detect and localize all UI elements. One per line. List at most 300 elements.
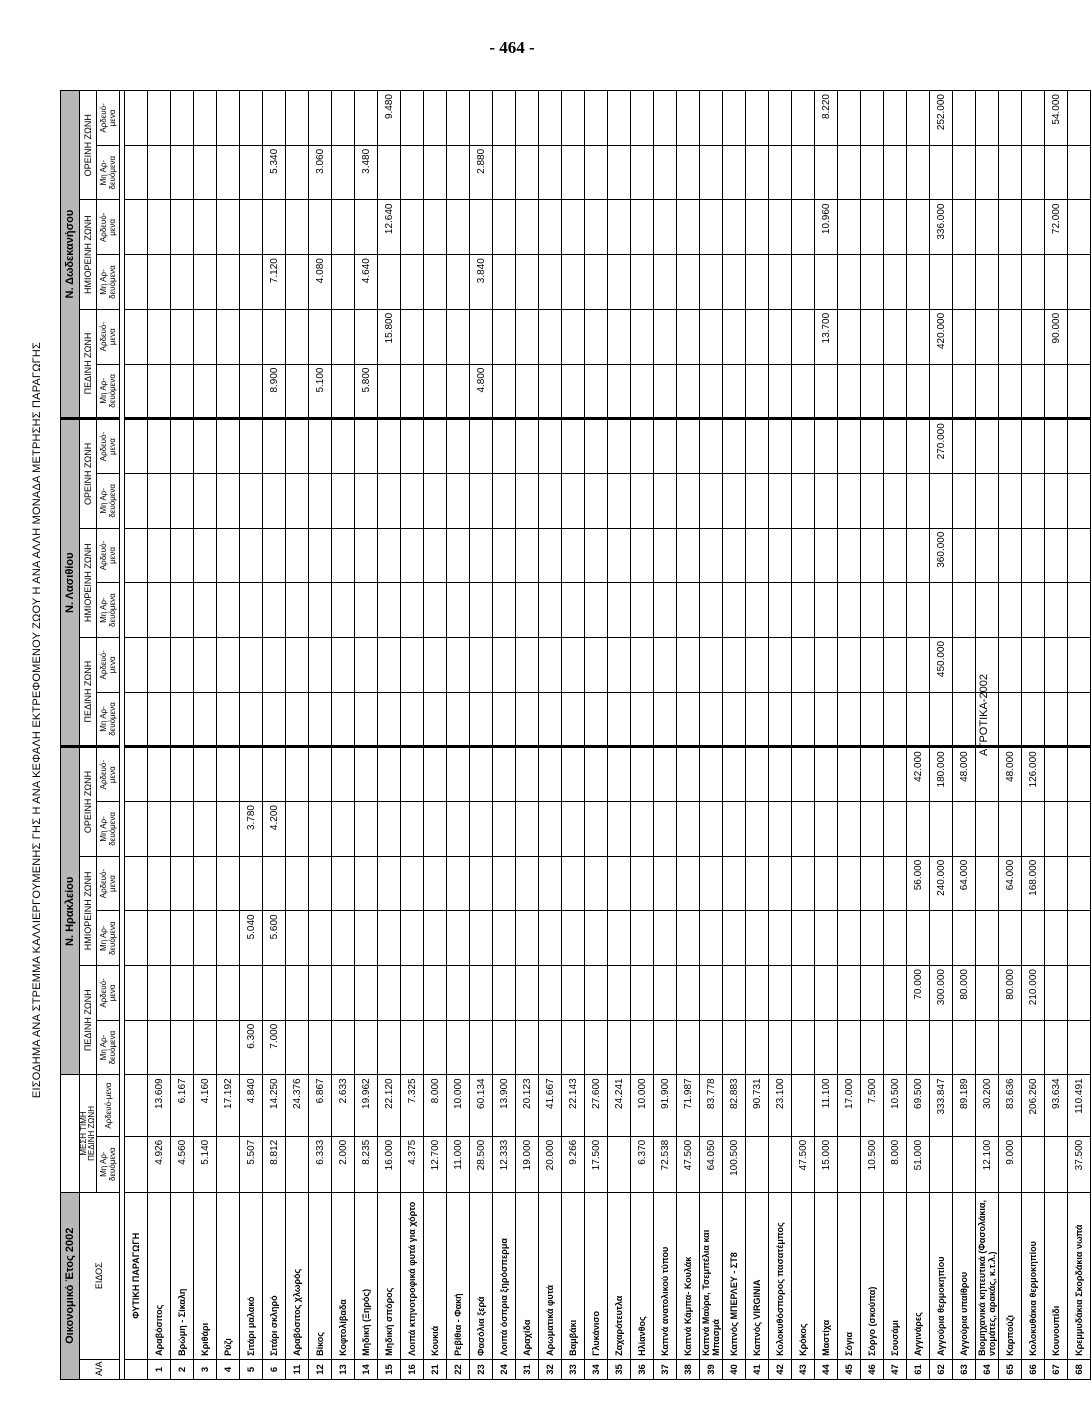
value-cell xyxy=(539,856,562,911)
value-cell xyxy=(286,856,309,911)
value-cell xyxy=(976,747,999,802)
row-aa: 24 xyxy=(493,1359,516,1379)
value-cell: 180.000 xyxy=(930,747,953,802)
value-cell xyxy=(1022,692,1045,747)
value-cell xyxy=(999,911,1022,966)
value-cell xyxy=(608,1020,631,1075)
value-cell xyxy=(332,802,355,857)
table-row xyxy=(585,91,608,1380)
value-cell xyxy=(608,966,631,1021)
value-cell xyxy=(378,145,401,200)
value-cell xyxy=(907,528,930,583)
value-cell xyxy=(769,145,792,200)
value-cell xyxy=(677,692,700,747)
value-cell: 9.266 xyxy=(562,1136,585,1192)
value-cell: 336.000 xyxy=(930,200,953,255)
value-cell xyxy=(378,255,401,310)
value-cell xyxy=(378,856,401,911)
value-cell xyxy=(608,145,631,200)
sub-non-irrigated: Μη Αρ- δευόμενα xyxy=(97,692,120,747)
value-cell xyxy=(631,255,654,310)
value-cell xyxy=(309,528,332,583)
value-cell xyxy=(746,200,769,255)
value-cell xyxy=(401,91,424,146)
value-cell xyxy=(125,419,148,474)
value-cell xyxy=(217,911,240,966)
zone-row xyxy=(80,91,97,1380)
value-cell xyxy=(309,583,332,638)
sub-non-irrigated: Μη Αρ- δευόμενα xyxy=(97,911,120,966)
row-aa: 64 xyxy=(976,1359,999,1379)
value-cell: 8.812 xyxy=(263,1136,286,1192)
value-cell xyxy=(263,528,286,583)
value-cell: 13.609 xyxy=(148,1075,171,1136)
row-aa: 41 xyxy=(746,1359,769,1379)
value-cell xyxy=(654,255,677,310)
value-cell xyxy=(493,255,516,310)
value-cell: 9.000 xyxy=(999,1136,1022,1192)
value-cell xyxy=(125,583,148,638)
value-cell xyxy=(746,583,769,638)
value-cell: 5.140 xyxy=(194,1136,217,1192)
value-cell xyxy=(1045,473,1068,528)
value-cell xyxy=(631,966,654,1021)
value-cell xyxy=(378,583,401,638)
value-cell xyxy=(585,200,608,255)
value-cell xyxy=(286,200,309,255)
value-cell: 4.800 xyxy=(470,364,493,419)
value-cell xyxy=(125,309,148,364)
value-cell xyxy=(976,145,999,200)
value-cell xyxy=(194,364,217,419)
value-cell xyxy=(539,200,562,255)
value-cell xyxy=(631,637,654,692)
value-cell xyxy=(861,911,884,966)
value-cell xyxy=(953,473,976,528)
value-cell xyxy=(1068,309,1091,364)
value-cell: 8.000 xyxy=(884,1136,907,1192)
value-cell xyxy=(999,91,1022,146)
row-aa: 42 xyxy=(769,1359,792,1379)
value-cell: 206.260 xyxy=(1022,1075,1045,1136)
value-cell xyxy=(976,419,999,474)
page-number: - 464 - xyxy=(489,38,535,57)
value-cell xyxy=(1022,309,1045,364)
value-cell: 19.962 xyxy=(355,1075,378,1136)
table-row xyxy=(355,91,378,1380)
value-cell xyxy=(907,692,930,747)
value-cell xyxy=(332,856,355,911)
value-cell xyxy=(125,528,148,583)
value-cell xyxy=(654,528,677,583)
value-cell xyxy=(447,1020,470,1075)
value-cell: 91.900 xyxy=(654,1075,677,1136)
value-cell: 80.000 xyxy=(999,966,1022,1021)
value-cell: 168.000 xyxy=(1022,856,1045,911)
value-cell xyxy=(1045,637,1068,692)
row-aa: 61 xyxy=(907,1359,930,1379)
value-cell xyxy=(470,802,493,857)
value-cell xyxy=(493,583,516,638)
value-cell xyxy=(355,802,378,857)
value-cell xyxy=(884,802,907,857)
value-cell xyxy=(470,528,493,583)
value-cell xyxy=(746,473,769,528)
value-cell xyxy=(263,747,286,802)
row-name: Βιομηχανικά κηπευτικά (Φασολάκια, ντομάτες, αρακάς, κ.τ.λ.) xyxy=(976,1192,999,1359)
table-row xyxy=(677,91,700,1380)
value-cell xyxy=(286,692,309,747)
value-cell xyxy=(585,583,608,638)
table-row xyxy=(1068,91,1091,1380)
value-cell xyxy=(792,637,815,692)
value-cell xyxy=(493,747,516,802)
aa-header: Α/Α xyxy=(80,1359,120,1379)
value-cell xyxy=(769,1020,792,1075)
value-cell xyxy=(608,802,631,857)
row-aa: 62 xyxy=(930,1359,953,1379)
value-cell xyxy=(539,528,562,583)
value-cell: 17.000 xyxy=(838,1075,861,1136)
zone-header: ΠΕΔΙΝΗ ΖΩΝΗ xyxy=(80,309,97,418)
avg-header xyxy=(80,1075,97,1192)
value-cell xyxy=(148,856,171,911)
value-cell xyxy=(769,802,792,857)
section-row xyxy=(125,91,148,1380)
value-cell xyxy=(1068,528,1091,583)
value-cell xyxy=(654,419,677,474)
value-cell xyxy=(286,1020,309,1075)
value-cell xyxy=(125,966,148,1021)
eidos-header: ΕΙΔΟΣ xyxy=(80,1192,120,1359)
value-cell xyxy=(631,473,654,528)
value-cell xyxy=(723,911,746,966)
value-cell xyxy=(1068,692,1091,747)
row-name: Αρωματικά φυτά xyxy=(539,1192,562,1359)
value-cell xyxy=(447,583,470,638)
value-cell xyxy=(125,473,148,528)
value-cell xyxy=(1068,747,1091,802)
value-cell xyxy=(1068,1020,1091,1075)
value-cell: 7.120 xyxy=(263,255,286,310)
value-cell xyxy=(309,200,332,255)
value-cell xyxy=(884,145,907,200)
value-cell xyxy=(838,419,861,474)
value-cell xyxy=(861,802,884,857)
value-cell xyxy=(516,528,539,583)
value-cell xyxy=(999,255,1022,310)
value-cell xyxy=(585,802,608,857)
value-cell xyxy=(125,802,148,857)
value-cell xyxy=(148,419,171,474)
value-cell xyxy=(355,91,378,146)
table-row xyxy=(976,91,999,1380)
row-aa: 45 xyxy=(838,1359,861,1379)
row-name: Σιτάρι μαλακό xyxy=(240,1192,263,1359)
value-cell xyxy=(562,856,585,911)
value-cell xyxy=(999,802,1022,857)
value-cell xyxy=(792,856,815,911)
value-cell xyxy=(309,692,332,747)
value-cell: 16.000 xyxy=(378,1136,401,1192)
value-cell: 2.000 xyxy=(332,1136,355,1192)
value-cell xyxy=(608,856,631,911)
table-row xyxy=(401,91,424,1380)
value-cell xyxy=(700,145,723,200)
value-cell xyxy=(562,528,585,583)
value-cell xyxy=(838,1020,861,1075)
value-cell xyxy=(562,255,585,310)
value-cell: 8.220 xyxy=(815,91,838,146)
row-aa: 15 xyxy=(378,1359,401,1379)
value-cell xyxy=(769,91,792,146)
row-name: Μηδική (Ξηρός) xyxy=(355,1192,378,1359)
value-cell xyxy=(240,528,263,583)
row-aa: 22 xyxy=(447,1359,470,1379)
value-cell xyxy=(631,802,654,857)
value-cell xyxy=(240,583,263,638)
value-cell xyxy=(148,91,171,146)
row-aa: 5 xyxy=(240,1359,263,1379)
value-cell xyxy=(999,364,1022,419)
value-cell: 4.200 xyxy=(263,802,286,857)
year-label: Οικονομικό Έτος 2002 xyxy=(61,1192,80,1379)
value-cell xyxy=(677,364,700,419)
value-cell xyxy=(677,747,700,802)
value-cell xyxy=(999,419,1022,474)
value-cell xyxy=(355,583,378,638)
table-row xyxy=(999,91,1022,1380)
row-name: Καπνός ΜΠΕΡΛΕΥ - ΣΤ8 xyxy=(723,1192,746,1359)
value-cell xyxy=(999,473,1022,528)
value-cell xyxy=(976,255,999,310)
value-cell xyxy=(976,692,999,747)
value-cell xyxy=(700,637,723,692)
value-cell xyxy=(217,966,240,1021)
value-cell xyxy=(631,583,654,638)
value-cell xyxy=(148,528,171,583)
row-name: Καρπούζι xyxy=(999,1192,1022,1359)
value-cell xyxy=(125,364,148,419)
value-cell xyxy=(217,200,240,255)
value-cell xyxy=(447,692,470,747)
row-name: Μηδική σπόρος xyxy=(378,1192,401,1359)
value-cell xyxy=(562,91,585,146)
row-name: Αραβόσιτος χλωρός xyxy=(286,1192,309,1359)
value-cell xyxy=(194,637,217,692)
table-row xyxy=(194,91,217,1380)
value-cell: 83.636 xyxy=(999,1075,1022,1136)
value-cell xyxy=(746,1136,769,1192)
row-name: Αγγινάρες xyxy=(907,1192,930,1359)
value-cell xyxy=(447,911,470,966)
value-cell xyxy=(516,583,539,638)
value-cell xyxy=(332,966,355,1021)
value-cell xyxy=(769,911,792,966)
value-cell xyxy=(539,473,562,528)
value-cell xyxy=(539,802,562,857)
value-cell xyxy=(401,419,424,474)
value-cell xyxy=(861,200,884,255)
value-cell xyxy=(631,692,654,747)
row-aa: 38 xyxy=(677,1359,700,1379)
value-cell xyxy=(861,91,884,146)
value-cell xyxy=(447,309,470,364)
value-cell xyxy=(516,966,539,1021)
value-cell xyxy=(792,255,815,310)
value-cell: 17.500 xyxy=(585,1136,608,1192)
value-cell xyxy=(746,856,769,911)
table-row xyxy=(470,91,493,1380)
value-cell xyxy=(838,309,861,364)
value-cell xyxy=(332,473,355,528)
value-cell xyxy=(378,692,401,747)
value-cell xyxy=(861,637,884,692)
value-cell xyxy=(746,911,769,966)
value-cell xyxy=(976,583,999,638)
row-aa: 65 xyxy=(999,1359,1022,1379)
value-cell xyxy=(976,856,999,911)
value-cell xyxy=(240,145,263,200)
value-cell xyxy=(447,364,470,419)
value-cell xyxy=(194,1020,217,1075)
value-cell: 300.000 xyxy=(930,966,953,1021)
table-row xyxy=(516,91,539,1380)
value-cell xyxy=(1022,364,1045,419)
value-cell xyxy=(746,255,769,310)
value-cell: 14.250 xyxy=(263,1075,286,1136)
value-cell xyxy=(585,911,608,966)
row-name: Ζαχαρότευτλα xyxy=(608,1192,631,1359)
value-cell xyxy=(148,802,171,857)
value-cell xyxy=(1022,802,1045,857)
value-cell xyxy=(539,145,562,200)
row-aa: 66 xyxy=(1022,1359,1045,1379)
value-cell xyxy=(355,200,378,255)
value-cell xyxy=(1045,364,1068,419)
value-cell xyxy=(769,255,792,310)
value-cell xyxy=(470,473,493,528)
value-cell xyxy=(125,692,148,747)
value-cell xyxy=(999,145,1022,200)
value-cell xyxy=(999,637,1022,692)
value-cell: 4.080 xyxy=(309,255,332,310)
value-cell xyxy=(654,692,677,747)
value-cell xyxy=(723,364,746,419)
value-cell: 4.926 xyxy=(148,1136,171,1192)
value-cell xyxy=(286,583,309,638)
value-cell xyxy=(608,583,631,638)
sub-irrigated: Αρδευό- μενα xyxy=(97,419,120,474)
value-cell xyxy=(953,309,976,364)
value-cell: 6.867 xyxy=(309,1075,332,1136)
value-cell xyxy=(631,91,654,146)
value-cell xyxy=(171,583,194,638)
value-cell xyxy=(838,692,861,747)
value-cell xyxy=(608,364,631,419)
sub-non-irrigated: Μη Αρ- δευόμενα xyxy=(97,583,120,638)
value-cell xyxy=(746,528,769,583)
value-cell xyxy=(171,200,194,255)
value-cell xyxy=(677,856,700,911)
value-cell xyxy=(401,692,424,747)
value-cell xyxy=(148,145,171,200)
row-name: Σόργο (σκούπα) xyxy=(861,1192,884,1359)
value-cell xyxy=(1022,255,1045,310)
value-cell xyxy=(976,200,999,255)
value-cell: 110.491 xyxy=(1068,1075,1091,1136)
value-cell: 4.640 xyxy=(355,255,378,310)
row-aa: 6 xyxy=(263,1359,286,1379)
sub-irrigated: Αρδευό- μενα xyxy=(97,966,120,1021)
value-cell xyxy=(171,692,194,747)
value-cell xyxy=(723,473,746,528)
value-cell xyxy=(194,419,217,474)
value-cell xyxy=(677,1020,700,1075)
value-cell xyxy=(861,528,884,583)
value-cell xyxy=(907,583,930,638)
row-name: Κολοκυθόσπορος πασατέμπος xyxy=(769,1192,792,1359)
prefecture-lasithi: Ν. Λασιθίου xyxy=(61,419,80,747)
value-cell xyxy=(148,309,171,364)
value-cell xyxy=(1022,91,1045,146)
value-cell xyxy=(424,309,447,364)
value-cell xyxy=(424,692,447,747)
value-cell xyxy=(263,637,286,692)
value-cell xyxy=(355,637,378,692)
value-cell xyxy=(723,802,746,857)
row-aa: 34 xyxy=(585,1359,608,1379)
row-aa: 67 xyxy=(1045,1359,1068,1379)
value-cell xyxy=(815,637,838,692)
value-cell: 19.000 xyxy=(516,1136,539,1192)
value-cell xyxy=(1045,966,1068,1021)
sub-irrigated: Αρδευό- μενα xyxy=(97,856,120,911)
zone-header: ΠΕΔΙΝΗ ΖΩΝΗ xyxy=(80,966,97,1075)
value-cell xyxy=(148,583,171,638)
value-cell xyxy=(401,528,424,583)
row-aa: 63 xyxy=(953,1359,976,1379)
value-cell xyxy=(516,1020,539,1075)
value-cell: 100.500 xyxy=(723,1136,746,1192)
value-cell xyxy=(792,747,815,802)
value-cell: 10.000 xyxy=(447,1075,470,1136)
value-cell xyxy=(125,1075,148,1136)
value-cell: 71.987 xyxy=(677,1075,700,1136)
value-cell xyxy=(654,856,677,911)
row-aa: 2 xyxy=(171,1359,194,1379)
value-cell xyxy=(286,802,309,857)
value-cell xyxy=(125,1136,148,1192)
value-cell xyxy=(148,255,171,310)
value-cell xyxy=(792,1020,815,1075)
value-cell xyxy=(424,255,447,310)
value-cell xyxy=(608,91,631,146)
value-cell xyxy=(240,309,263,364)
sub-irrigated: Αρδευό- μενα xyxy=(97,637,120,692)
value-cell: 56.000 xyxy=(907,856,930,911)
value-cell xyxy=(976,637,999,692)
value-cell: 13.700 xyxy=(815,309,838,364)
value-cell: 3.480 xyxy=(355,145,378,200)
value-cell xyxy=(240,364,263,419)
value-cell xyxy=(562,747,585,802)
value-cell xyxy=(286,255,309,310)
value-cell xyxy=(378,528,401,583)
value-cell xyxy=(1068,637,1091,692)
value-cell xyxy=(194,747,217,802)
value-cell xyxy=(217,255,240,310)
